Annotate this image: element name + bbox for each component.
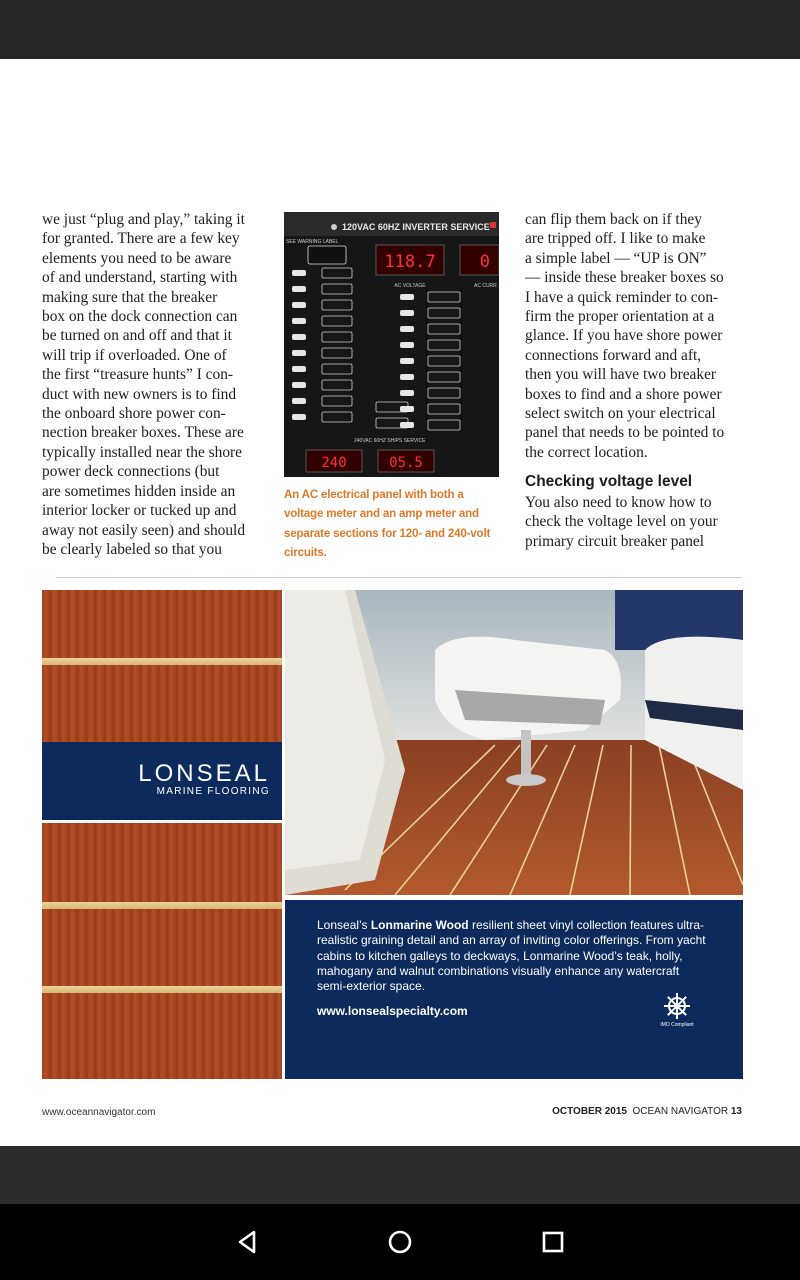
current-readout: 0: [479, 252, 490, 272]
panel-title: 120VAC 60HZ INVERTER SERVICE: [342, 222, 490, 232]
ac-current-label: AC CURR: [474, 283, 497, 289]
recents-icon: [540, 1229, 566, 1255]
voltage-readout: 118.7: [384, 252, 436, 272]
footer-issue-info: [552, 1106, 742, 1117]
lower-current-readout: 05.5: [389, 455, 423, 471]
back-button[interactable]: [217, 1212, 277, 1272]
ship-wheel-icon: [663, 992, 691, 1020]
brand-subtitle: MARINE FLOORING: [156, 786, 270, 797]
ad-product-name: Lonmarine Wood: [370, 918, 469, 932]
footer-issue: OCTOBER 2015: [552, 1106, 627, 1117]
footer-magazine: OCEAN NAVIGATOR: [632, 1106, 729, 1117]
electrical-panel-photo: [284, 212, 499, 477]
home-button[interactable]: [370, 1212, 430, 1272]
ac-voltage-label: AC VOLTAGE: [394, 283, 426, 289]
imo-label: IMO Compliant: [660, 1022, 694, 1028]
ad-url-link[interactable]: www.lonsealspecialty.com: [317, 1004, 468, 1018]
article-text-left: we just “plug and play,” taking it for granted. There are a few key elements you need to be aware of and understand, starting with making sure that the breaker box on the dock connection can be turned on and off and that it will trip if overloaded. One of the first “treasure hunts” I con- duct with new owners is to find the onboard shore power con- nection breaker boxes. These are typically installed near the shore power deck connections (but are sometimes hidden inside an interior locker or tucked up and away not easily seen) and should be clearly labeled so that you: [42, 211, 246, 558]
article-left-column: [42, 210, 264, 559]
ad-text-box: [285, 900, 743, 1079]
status-bar: [0, 0, 800, 59]
footer-website: www.oceannavigator.com: [42, 1107, 156, 1118]
wood-sample-bottom: [42, 823, 282, 1079]
ad-desc-rest: resilient sheet vinyl collection features ultra-realistic graining detail and an array of inviting color offerings. From yacht cabins to kitchen galleys to deckways, Lonmarine Wood’s teak, holly, mahogany and walnut combinations visually enhance any watercraft semi-exterior space.: [317, 918, 706, 994]
imo-badge: [657, 992, 697, 1028]
boat-deck-illustration: [285, 590, 743, 895]
boat-deck-photo: [285, 590, 743, 895]
ad-description: [317, 918, 707, 994]
wood-stripe: [42, 658, 282, 665]
wood-stripe: [42, 902, 282, 909]
figure-caption: An AC electrical panel with both a voltage meter and an amp meter and separate sections for 120- and 240-volt circuits.: [284, 488, 491, 560]
article-right-column: [525, 210, 747, 551]
recents-button[interactable]: [523, 1212, 583, 1272]
lower-section-label: 240VAC 60HZ SHIPS SERVICE: [354, 438, 426, 444]
lower-voltage-readout: 240: [321, 455, 347, 471]
reader-bottom-bar: [0, 1146, 800, 1204]
back-icon: [234, 1229, 260, 1255]
home-icon: [387, 1229, 413, 1255]
wood-sample-top: [42, 590, 282, 742]
section-heading: Checking voltage level: [525, 473, 693, 491]
brand-name: LONSEAL: [138, 760, 270, 787]
navigation-bar: [0, 1204, 800, 1280]
page-number: 13: [730, 1106, 742, 1117]
ad-desc-prefix: Lonseal’s: [317, 918, 371, 932]
lonseal-advertisement: [42, 590, 743, 1079]
divider: [56, 577, 742, 578]
wood-stripe: [42, 986, 282, 993]
article-text-right-top: can flip them back on if they are tripped off. I like to make a simple label — “UP is ON” — inside these breaker boxes so I have a quick reminder to con- firm the proper orientation at a glance. If you have shore power connections forward and aft, then you will have two breaker boxes to find and a shore power select switch on your electrical panel that needs to be pointed to the correct location.: [525, 211, 725, 461]
electrical-panel-illustration: [284, 212, 499, 477]
warning-label: SEE WARNING LABEL: [286, 239, 339, 245]
article-text-right-bottom: You also need to know how to check the voltage level on your primary circuit breaker panel: [525, 493, 718, 550]
